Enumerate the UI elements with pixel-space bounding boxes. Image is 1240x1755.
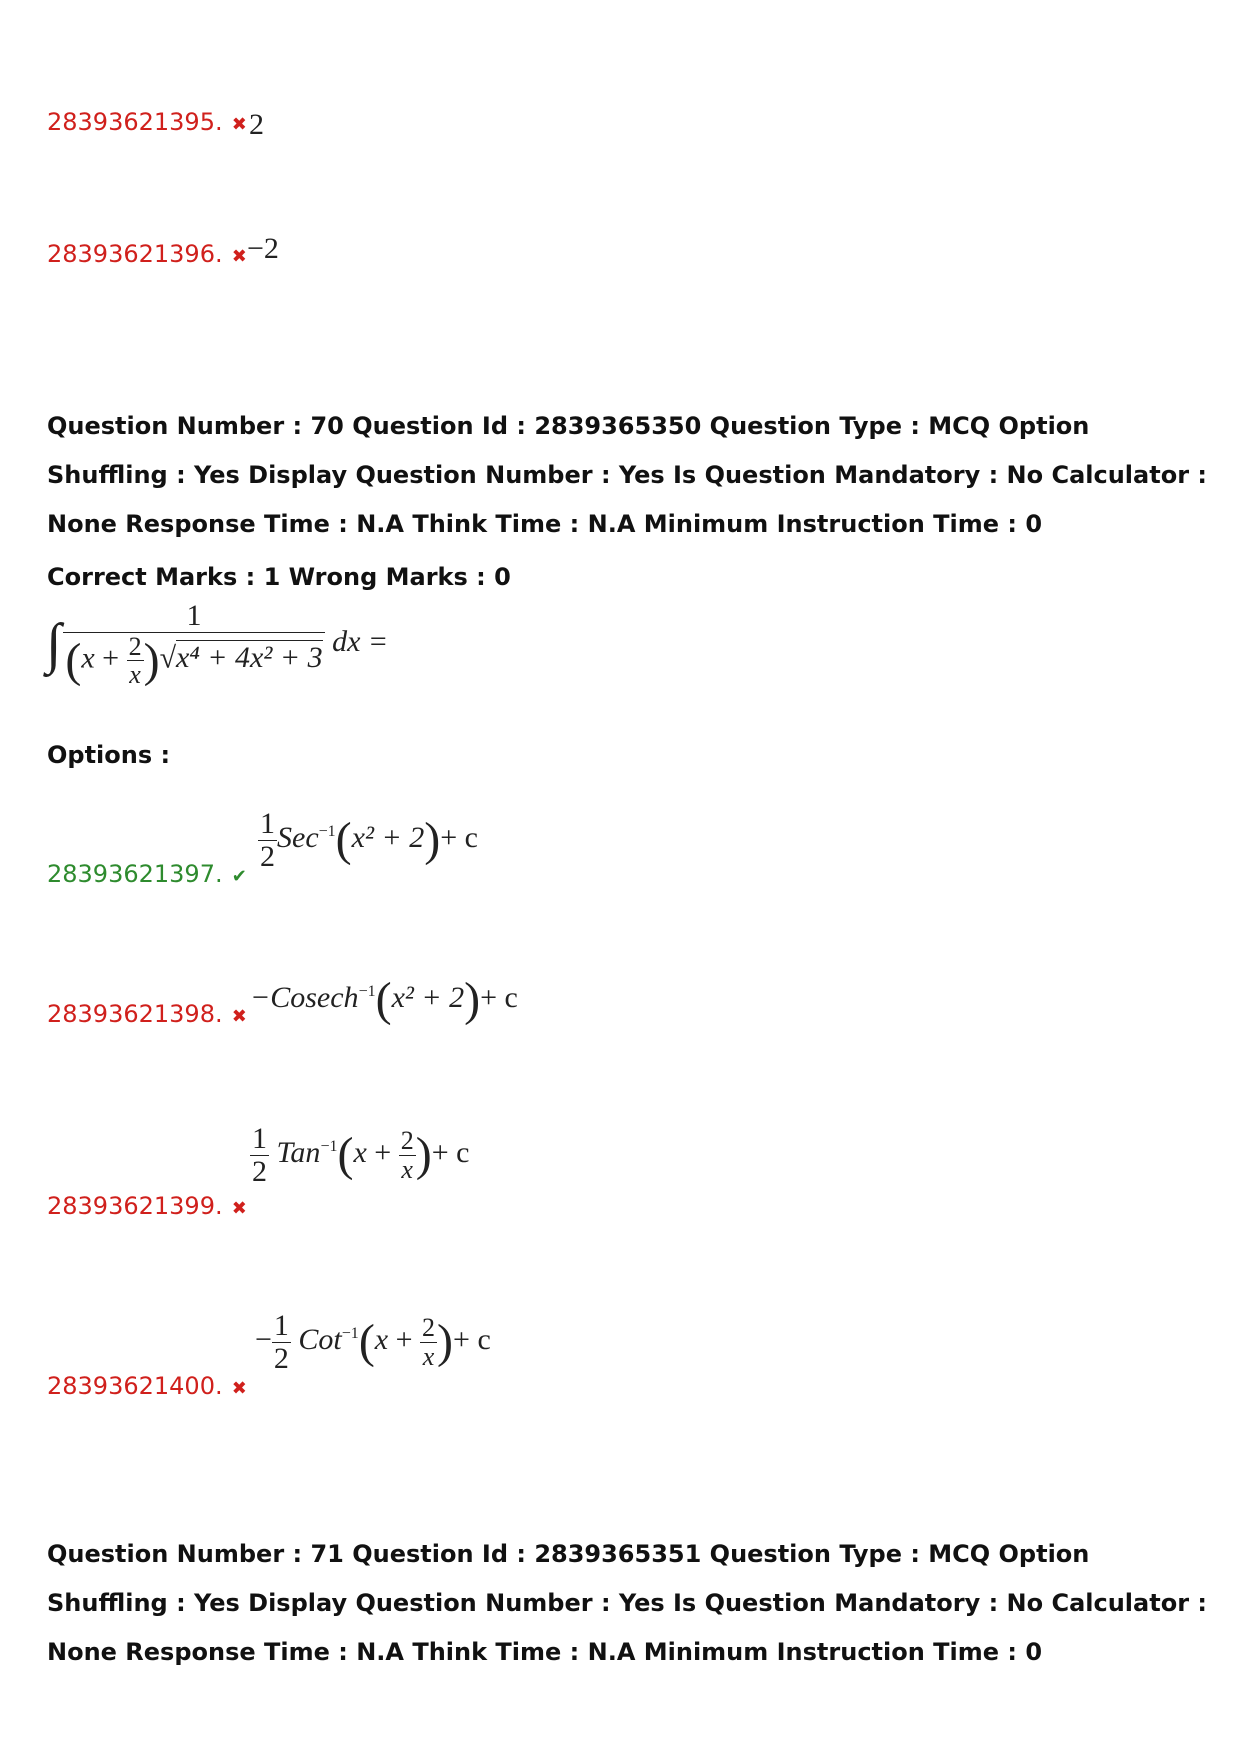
option-expression: −2 xyxy=(247,232,279,265)
cross-icon: ✖ xyxy=(231,246,247,267)
option-row xyxy=(47,1000,247,1028)
option-id: 28393621400. xyxy=(47,1372,223,1400)
question-expression: ∫ 1 (x + $\frac{2}{x}$ )√x⁴ + 4x² + 3 dx = xyxy=(46,599,389,689)
question-meta: Question Number : 71 Question Id : 2839365351 Question Type : MCQ Option Shuffling : Yes Display Question Number : Yes Is Question Mandatory : No Calculator : None Response Time : N.A Think Time : N.A Minimum Instruction Time : 0 xyxy=(47,1540,1207,1666)
option-row xyxy=(47,860,247,888)
option-row xyxy=(47,1372,247,1400)
option-id: 28393621397. xyxy=(47,860,223,888)
option-row xyxy=(47,1192,247,1220)
option-expression: $\frac{1}{2}$ Sec$^{-1}$(x² + 2)+ c xyxy=(260,807,478,873)
option-row xyxy=(47,240,247,268)
cross-icon: ✖ xyxy=(231,114,247,135)
option-id: 28393621396. xyxy=(47,240,223,268)
options-label: Options : xyxy=(47,741,171,769)
option-expression: $\frac{1}{2}$ Tan$^{-1}$(x + $\frac{2}{x}$ )+ c xyxy=(252,1122,470,1188)
question-meta: Question Number : 70 Question Id : 2839365350 Question Type : MCQ Option Shuffling : Yes Display Question Number : Yes Is Question Mandatory : No Calculator : None Response Time : N.A Think Time : N.A Minimum Instruction Time : 0 xyxy=(47,412,1207,538)
option-expression: −Cosech$^{-1}$(x² + 2)+ c xyxy=(250,973,518,1026)
option-id: 28393621398. xyxy=(47,1000,223,1028)
option-id: 28393621395. xyxy=(47,108,223,136)
check-icon: ✔ xyxy=(231,866,247,887)
option-expression: 2 xyxy=(249,108,264,141)
cross-icon: ✖ xyxy=(231,1378,247,1399)
option-id: 28393621399. xyxy=(47,1192,223,1220)
marks-line: Correct Marks : 1 Wrong Marks : 0 xyxy=(47,563,511,591)
cross-icon: ✖ xyxy=(231,1198,247,1219)
option-row xyxy=(47,108,247,136)
cross-icon: ✖ xyxy=(231,1006,247,1027)
option-expression: − $\frac{1}{2}$ Cot$^{-1}$(x + $\frac{2}{x}$ )+ c xyxy=(255,1309,491,1375)
